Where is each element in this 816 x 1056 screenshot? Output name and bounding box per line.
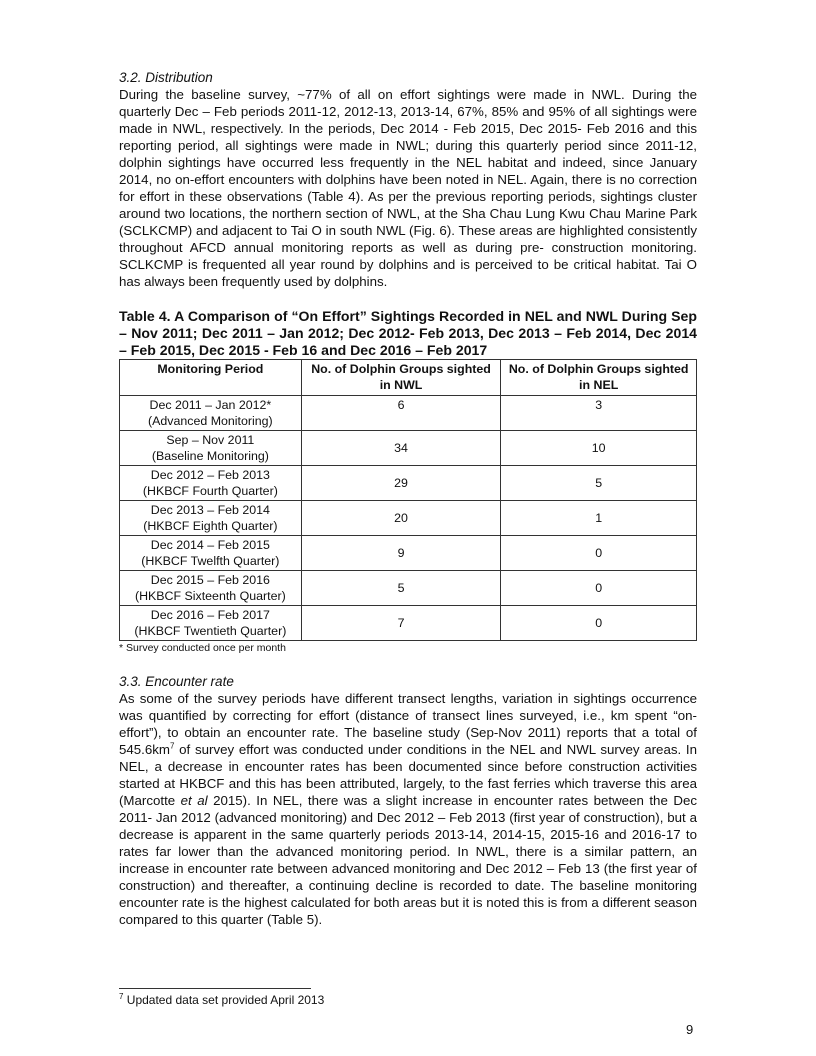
table-note: * Survey conducted once per month: [119, 642, 286, 654]
period-label: (Baseline Monitoring): [151, 449, 269, 463]
period-dates: Dec 2012 – Feb 2013: [150, 468, 270, 482]
nwl-cell: 6: [301, 396, 501, 431]
encounter-text-a: As some of the survey periods have different transect lengths, variation in sightings occurrence was quantified by correcting for effort (distance of transect lines surveyed, i.e., km spent “on-effort”), to obtain an encounter rate. The baseline study (Sep-Nov 2011) reports that a total of 545.6km: [119, 691, 697, 757]
encounter-text-italic: et al: [180, 793, 208, 808]
footnote-divider: [119, 988, 311, 989]
nwl-cell: 5: [301, 571, 501, 606]
period-cell: [120, 501, 302, 536]
nel-cell: 5: [501, 466, 697, 501]
sightings-table: [119, 359, 697, 641]
period-label: (HKBCF Fourth Quarter): [142, 484, 278, 498]
encounter-text-b: of survey effort was conducted under conditions in the NEL and NWL survey areas. In NEL, a decrease in encounter rates has been documented since before construction activities started at HKBCF and this has been attributed, largely, to the fast ferries which traverse this area (Marcotte: [119, 742, 697, 808]
header-nwl-groups: No. of Dolphin Groups sighted in NWL: [301, 360, 501, 396]
table-row: [120, 431, 697, 466]
nel-cell: 0: [501, 536, 697, 571]
table-row: [120, 606, 697, 641]
period-cell: [120, 606, 302, 641]
nel-cell: 3: [501, 396, 697, 431]
nwl-cell: 29: [301, 466, 501, 501]
encounter-text-c: 2015). In NEL, there was a slight increase in encounter rates between the Dec 2011- Jan 2012 (advanced monitoring) and Dec 2012 – Feb 2013 (first year of construction), but a decrease is apparent in the same quarterly periods 2013-14, 2014-15, 2015-16 and 2016-17 to rates far lower than the advanced monitoring period. In NWL, there is a similar pattern, an increase in encounter rate between advanced monitoring and Dec 2012 – Feb 13 (the first year of construction) and thereafter, a continuing decline is recorded to date. The baseline monitoring encounter rate is the highest calculated for both areas but it is noted this is from a different season compared to this quarter (Table 5).: [119, 793, 697, 927]
period-cell: [120, 571, 302, 606]
period-label: (HKBCF Twentieth Quarter): [134, 624, 287, 638]
nel-cell: 1: [501, 501, 697, 536]
period-dates: Dec 2013 – Feb 2014: [150, 503, 270, 517]
table-row: [120, 466, 697, 501]
table-row: [120, 536, 697, 571]
nwl-cell: 34: [301, 431, 501, 466]
period-cell: [120, 536, 302, 571]
nel-cell: 0: [501, 606, 697, 641]
period-dates: Dec 2011 – Jan 2012*: [149, 398, 272, 412]
nel-cell: 0: [501, 571, 697, 606]
table-caption: Table 4. A Comparison of “On Effort” Sightings Recorded in NEL and NWL During Sep – Nov 2011; Dec 2011 – Jan 2012; Dec 2012- Feb 2013, Dec 2013 – Feb 2014, Dec 2014 – Feb 2015, Dec 2015 - Feb 16 and Dec 2016 – Feb 2017: [119, 308, 697, 358]
period-dates: Dec 2015 – Feb 2016: [150, 573, 270, 587]
nwl-cell: 7: [301, 606, 501, 641]
period-label: (HKBCF Sixteenth Quarter): [134, 589, 286, 603]
table-header-row: [120, 360, 697, 396]
table-row: [120, 571, 697, 606]
period-label: (HKBCF Eighth Quarter): [143, 519, 278, 533]
period-label: (Advanced Monitoring): [148, 414, 273, 428]
section-heading-distribution: 3.2. Distribution: [119, 70, 213, 85]
page-content: [119, 70, 697, 928]
encounter-rate-paragraph: [119, 690, 697, 928]
period-cell: [120, 431, 302, 466]
period-dates: Dec 2016 – Feb 2017: [150, 608, 270, 622]
header-monitoring-period: Monitoring Period: [120, 360, 302, 396]
footnote: [119, 993, 324, 1007]
period-dates: Dec 2014 – Feb 2015: [150, 538, 270, 552]
period-cell: [120, 466, 302, 501]
page-number: 9: [686, 1022, 694, 1037]
footnote-number: 7: [119, 992, 124, 1001]
nwl-cell: 9: [301, 536, 501, 571]
header-nel-groups: No. of Dolphin Groups sighted in NEL: [501, 360, 697, 396]
table-row: [120, 396, 697, 431]
period-label: (HKBCF Twelfth Quarter): [141, 554, 280, 568]
nel-cell: 10: [501, 431, 697, 466]
period-dates: Sep – Nov 2011: [166, 433, 255, 447]
footnote-text: Updated data set provided April 2013: [123, 993, 325, 1007]
table-row: [120, 501, 697, 536]
nwl-cell: 20: [301, 501, 501, 536]
distribution-paragraph: During the baseline survey, ~77% of all on effort sightings were made in NWL. During the quarterly Dec – Feb periods 2011-12, 2012-13, 2013-14, 67%, 85% and 95% of all sightings were made in NWL, respectively. In the periods, Dec 2014 - Feb 2015, Dec 2015- Feb 2016 and this reporting period, all sightings were made in NWL; during this quarterly period since 2011-12, dolphin sightings have occurred less frequently in the NEL habitat and indeed, since January 2014, no on-effort encounters with dolphins have been noted in NEL. Again, there is no correction for effort in these observations (Table 4). As per the previous reporting periods, sightings cluster around two locations, the northern section of NWL, at the Sha Chau Lung Kwu Chau Marine Park (SCLKCMP) and adjacent to Tai O in south NWL (Fig. 6). These areas are highlighted consistently throughout AFCD annual monitoring reports as well as during pre- construction monitoring. SCLKCMP is frequented all year round by dolphins and is perceived to be critical habitat. Tai O has always been frequently used by dolphins.: [119, 87, 697, 289]
period-cell: [120, 396, 302, 431]
footnote-reference[interactable]: 7: [170, 741, 175, 751]
section-heading-encounter-rate: 3.3. Encounter rate: [119, 674, 234, 689]
